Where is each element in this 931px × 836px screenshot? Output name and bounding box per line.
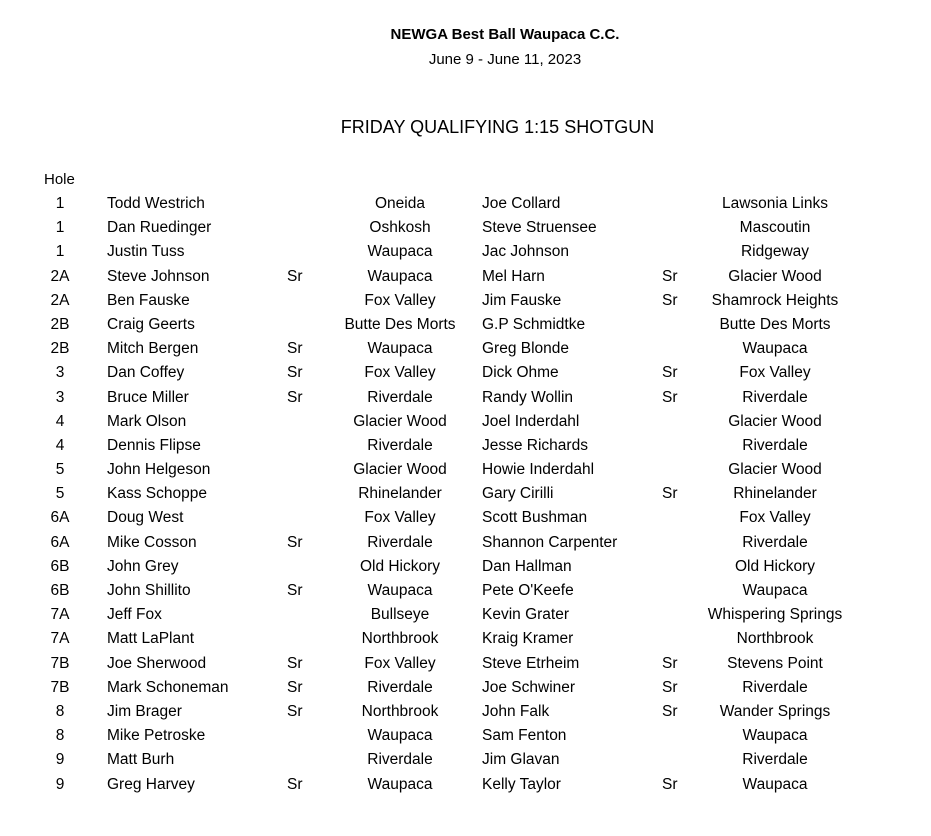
player-2-name: Jac Johnson: [482, 243, 570, 261]
player-1-club: Waupaca: [367, 582, 433, 599]
player-1-club: Fox Valley: [364, 654, 436, 672]
player-1-club: Glacier Wood: [353, 412, 447, 430]
player-2-name: Kelly Taylor: [482, 775, 561, 793]
player-2-club: Riverdale: [742, 678, 808, 696]
player-2-senior-flag: Sr: [662, 291, 678, 309]
player-2-senior-flag: Sr: [662, 654, 678, 672]
player-1-club: Bullseye: [370, 606, 430, 624]
pairing-row: [0, 240, 931, 264]
pairing-row: [0, 579, 931, 603]
player-2-club: Mascoutin: [739, 219, 811, 237]
pairing-row: [0, 676, 931, 700]
hole-number: 2A: [50, 267, 70, 285]
player-2-name: Gary Cirilli: [482, 485, 554, 503]
hole-number: 3: [55, 388, 65, 406]
player-1-senior-flag: Sr: [287, 533, 303, 551]
hole-number: 2B: [50, 340, 70, 358]
player-1-senior-flag: Sr: [287, 702, 303, 720]
player-1-senior-flag: Sr: [287, 388, 303, 406]
player-1-name: Joe Sherwood: [107, 654, 207, 672]
player-2-name: Sam Fenton: [482, 727, 567, 745]
player-2-name: Kevin Grater: [482, 606, 570, 624]
pairing-row: [0, 458, 931, 482]
hole-number: 6A: [50, 533, 70, 551]
player-2-club: Fox Valley: [739, 509, 811, 527]
player-1-club: Butte Des Morts: [344, 315, 456, 333]
hole-number: 9: [55, 775, 65, 793]
player-2-club: Old Hickory: [734, 557, 816, 575]
pairing-row: [0, 700, 931, 724]
player-1-senior-flag: Sr: [287, 678, 303, 696]
player-2-name: Dan Hallman: [482, 557, 572, 575]
pairing-row: [0, 603, 931, 627]
player-1-club: Northbrook: [361, 702, 439, 720]
player-2-club: Whispering Springs: [707, 606, 843, 624]
hole-number: 1: [55, 219, 65, 237]
player-1-senior-flag: Sr: [287, 267, 303, 285]
pairing-row: [0, 652, 931, 676]
hole-number: 7A: [50, 630, 70, 648]
tournament-dates: June 9 - June 11, 2023: [428, 51, 582, 68]
pairing-row: [0, 289, 931, 313]
player-2-club: Rhinelander: [733, 485, 817, 503]
player-1-name: Dan Ruedinger: [107, 219, 212, 237]
pairing-row: [0, 434, 931, 458]
hole-number: 3: [55, 364, 65, 382]
pairing-row: [0, 773, 931, 797]
hole-number: 4: [55, 412, 65, 430]
player-1-club: Riverdale: [367, 388, 433, 406]
player-2-name: Scott Bushman: [482, 509, 588, 527]
player-1-name: John Grey: [107, 557, 179, 575]
player-2-club: Shamrock Heights: [711, 291, 839, 309]
player-2-club: Wander Springs: [719, 702, 831, 720]
hole-number: 7A: [50, 606, 70, 624]
player-2-club: Riverdale: [742, 533, 808, 551]
player-2-senior-flag: Sr: [662, 775, 678, 793]
player-1-senior-flag: Sr: [287, 582, 303, 599]
player-2-name: G.P Schmidtke: [482, 315, 586, 333]
player-1-name: Greg Harvey: [107, 775, 195, 793]
player-1-name: Mark Olson: [107, 412, 187, 430]
player-2-name: Jim Fauske: [482, 291, 562, 309]
pairing-row: [0, 531, 931, 555]
player-2-club: Riverdale: [742, 436, 808, 454]
hole-number: 6B: [50, 582, 70, 599]
player-2-name: Steve Etrheim: [482, 654, 580, 672]
player-1-name: Justin Tuss: [107, 243, 185, 261]
player-2-club: Waupaca: [742, 582, 808, 599]
player-1-name: Mike Petroske: [107, 727, 206, 745]
hole-number: 4: [55, 436, 65, 454]
player-1-club: Riverdale: [367, 678, 433, 696]
hole-column-header: Hole: [44, 171, 75, 188]
player-2-senior-flag: Sr: [662, 678, 678, 696]
player-2-senior-flag: Sr: [662, 702, 678, 720]
player-2-name: Steve Struensee: [482, 219, 597, 237]
section-title: FRIDAY QUALIFYING 1:15 SHOTGUN: [340, 117, 655, 137]
player-1-club: Glacier Wood: [353, 461, 447, 479]
player-1-name: Mark Schoneman: [107, 678, 229, 696]
player-1-name: Mike Cosson: [107, 533, 197, 551]
player-1-club: Waupaca: [367, 340, 433, 358]
player-1-club: Old Hickory: [359, 557, 441, 575]
hole-number: 7B: [50, 678, 70, 696]
player-2-name: Greg Blonde: [482, 340, 570, 358]
player-2-name: Howie Inderdahl: [482, 461, 595, 479]
player-2-senior-flag: Sr: [662, 364, 678, 382]
player-1-senior-flag: Sr: [287, 654, 303, 672]
player-1-club: Waupaca: [367, 775, 433, 793]
player-2-club: Ridgeway: [740, 243, 810, 261]
player-1-club: Riverdale: [367, 436, 433, 454]
pairing-row: [0, 265, 931, 289]
pairing-row: [0, 410, 931, 434]
player-2-name: Kraig Kramer: [482, 630, 574, 648]
hole-number: 2B: [50, 315, 70, 333]
player-2-club: Waupaca: [742, 727, 808, 745]
player-2-club: Riverdale: [742, 388, 808, 406]
player-2-club: Waupaca: [742, 775, 808, 793]
player-2-name: Pete O'Keefe: [482, 582, 574, 599]
pairing-row: [0, 724, 931, 748]
player-1-name: Steve Johnson: [107, 267, 210, 285]
hole-number: 5: [55, 485, 65, 503]
pairing-row: [0, 748, 931, 772]
player-1-club: Fox Valley: [364, 364, 436, 382]
player-1-name: Jim Brager: [107, 702, 182, 720]
player-1-name: Matt Burh: [107, 751, 175, 769]
player-2-name: Mel Harn: [482, 267, 545, 285]
pairing-row: [0, 386, 931, 410]
player-1-club: Oshkosh: [369, 219, 431, 237]
player-1-club: Northbrook: [361, 630, 439, 648]
player-2-club: Riverdale: [742, 751, 808, 769]
player-2-name: Dick Ohme: [482, 364, 559, 382]
player-1-name: Doug West: [107, 509, 184, 527]
player-1-club: Waupaca: [367, 243, 433, 261]
player-2-name: Shannon Carpenter: [482, 533, 618, 551]
pairing-row: [0, 192, 931, 216]
player-2-club: Glacier Wood: [728, 412, 822, 430]
tournament-title: NEWGA Best Ball Waupaca C.C.: [390, 26, 620, 43]
player-2-senior-flag: Sr: [662, 485, 678, 503]
hole-number: 8: [55, 727, 65, 745]
player-2-club: Lawsonia Links: [722, 195, 828, 212]
player-2-name: Jesse Richards: [482, 436, 588, 454]
player-2-name: Randy Wollin: [482, 388, 574, 406]
player-1-senior-flag: Sr: [287, 340, 303, 358]
pairing-row: [0, 627, 931, 651]
player-1-name: Bruce Miller: [107, 388, 189, 406]
pairing-row: [0, 216, 931, 240]
hole-number: 5: [55, 461, 65, 479]
player-2-club: Stevens Point: [727, 654, 823, 672]
player-1-senior-flag: Sr: [287, 775, 303, 793]
player-1-name: John Shillito: [107, 582, 191, 599]
player-1-name: Kass Schoppe: [107, 485, 207, 503]
hole-number: 9: [55, 751, 65, 769]
player-1-name: Dan Coffey: [107, 364, 185, 382]
player-1-club: Rhinelander: [358, 485, 442, 503]
player-1-senior-flag: Sr: [287, 364, 303, 382]
player-2-name: Joe Collard: [482, 195, 561, 212]
pairing-row: [0, 555, 931, 579]
player-1-name: Dennis Flipse: [107, 436, 201, 454]
player-2-club: Waupaca: [742, 340, 808, 358]
player-1-name: Ben Fauske: [107, 291, 190, 309]
player-2-club: Glacier Wood: [728, 461, 822, 479]
pairings-table: [0, 192, 931, 797]
player-2-name: Jim Glavan: [482, 751, 560, 769]
player-1-club: Fox Valley: [364, 509, 436, 527]
player-1-club: Oneida: [375, 195, 425, 212]
player-2-senior-flag: Sr: [662, 388, 678, 406]
pairing-row: [0, 506, 931, 530]
player-2-club: Fox Valley: [739, 364, 811, 382]
player-1-name: Craig Geerts: [107, 315, 195, 333]
hole-number: 8: [55, 702, 65, 720]
player-1-club: Waupaca: [367, 727, 433, 745]
hole-number: 1: [55, 195, 65, 212]
player-2-name: John Falk: [482, 702, 550, 720]
player-2-name: Joe Schwiner: [482, 678, 576, 696]
player-2-club: Butte Des Morts: [719, 315, 831, 333]
pairing-row: [0, 361, 931, 385]
player-1-club: Riverdale: [367, 533, 433, 551]
player-2-club: Glacier Wood: [728, 267, 822, 285]
hole-number: 6B: [50, 557, 70, 575]
pairing-row: [0, 337, 931, 361]
player-1-name: Jeff Fox: [107, 606, 162, 624]
player-1-club: Waupaca: [367, 267, 433, 285]
hole-number: 6A: [50, 509, 70, 527]
player-2-club: Northbrook: [736, 630, 814, 648]
player-1-name: John Helgeson: [107, 461, 211, 479]
player-1-name: Todd Westrich: [107, 195, 205, 212]
pairing-row: [0, 482, 931, 506]
player-1-name: Mitch Bergen: [107, 340, 199, 358]
player-2-name: Joel Inderdahl: [482, 412, 580, 430]
player-1-name: Matt LaPlant: [107, 630, 195, 648]
hole-number: 1: [55, 243, 65, 261]
player-2-senior-flag: Sr: [662, 267, 678, 285]
pairing-row: [0, 313, 931, 337]
hole-number: 2A: [50, 291, 70, 309]
player-1-club: Riverdale: [367, 751, 433, 769]
player-1-club: Fox Valley: [364, 291, 436, 309]
hole-number: 7B: [50, 654, 70, 672]
